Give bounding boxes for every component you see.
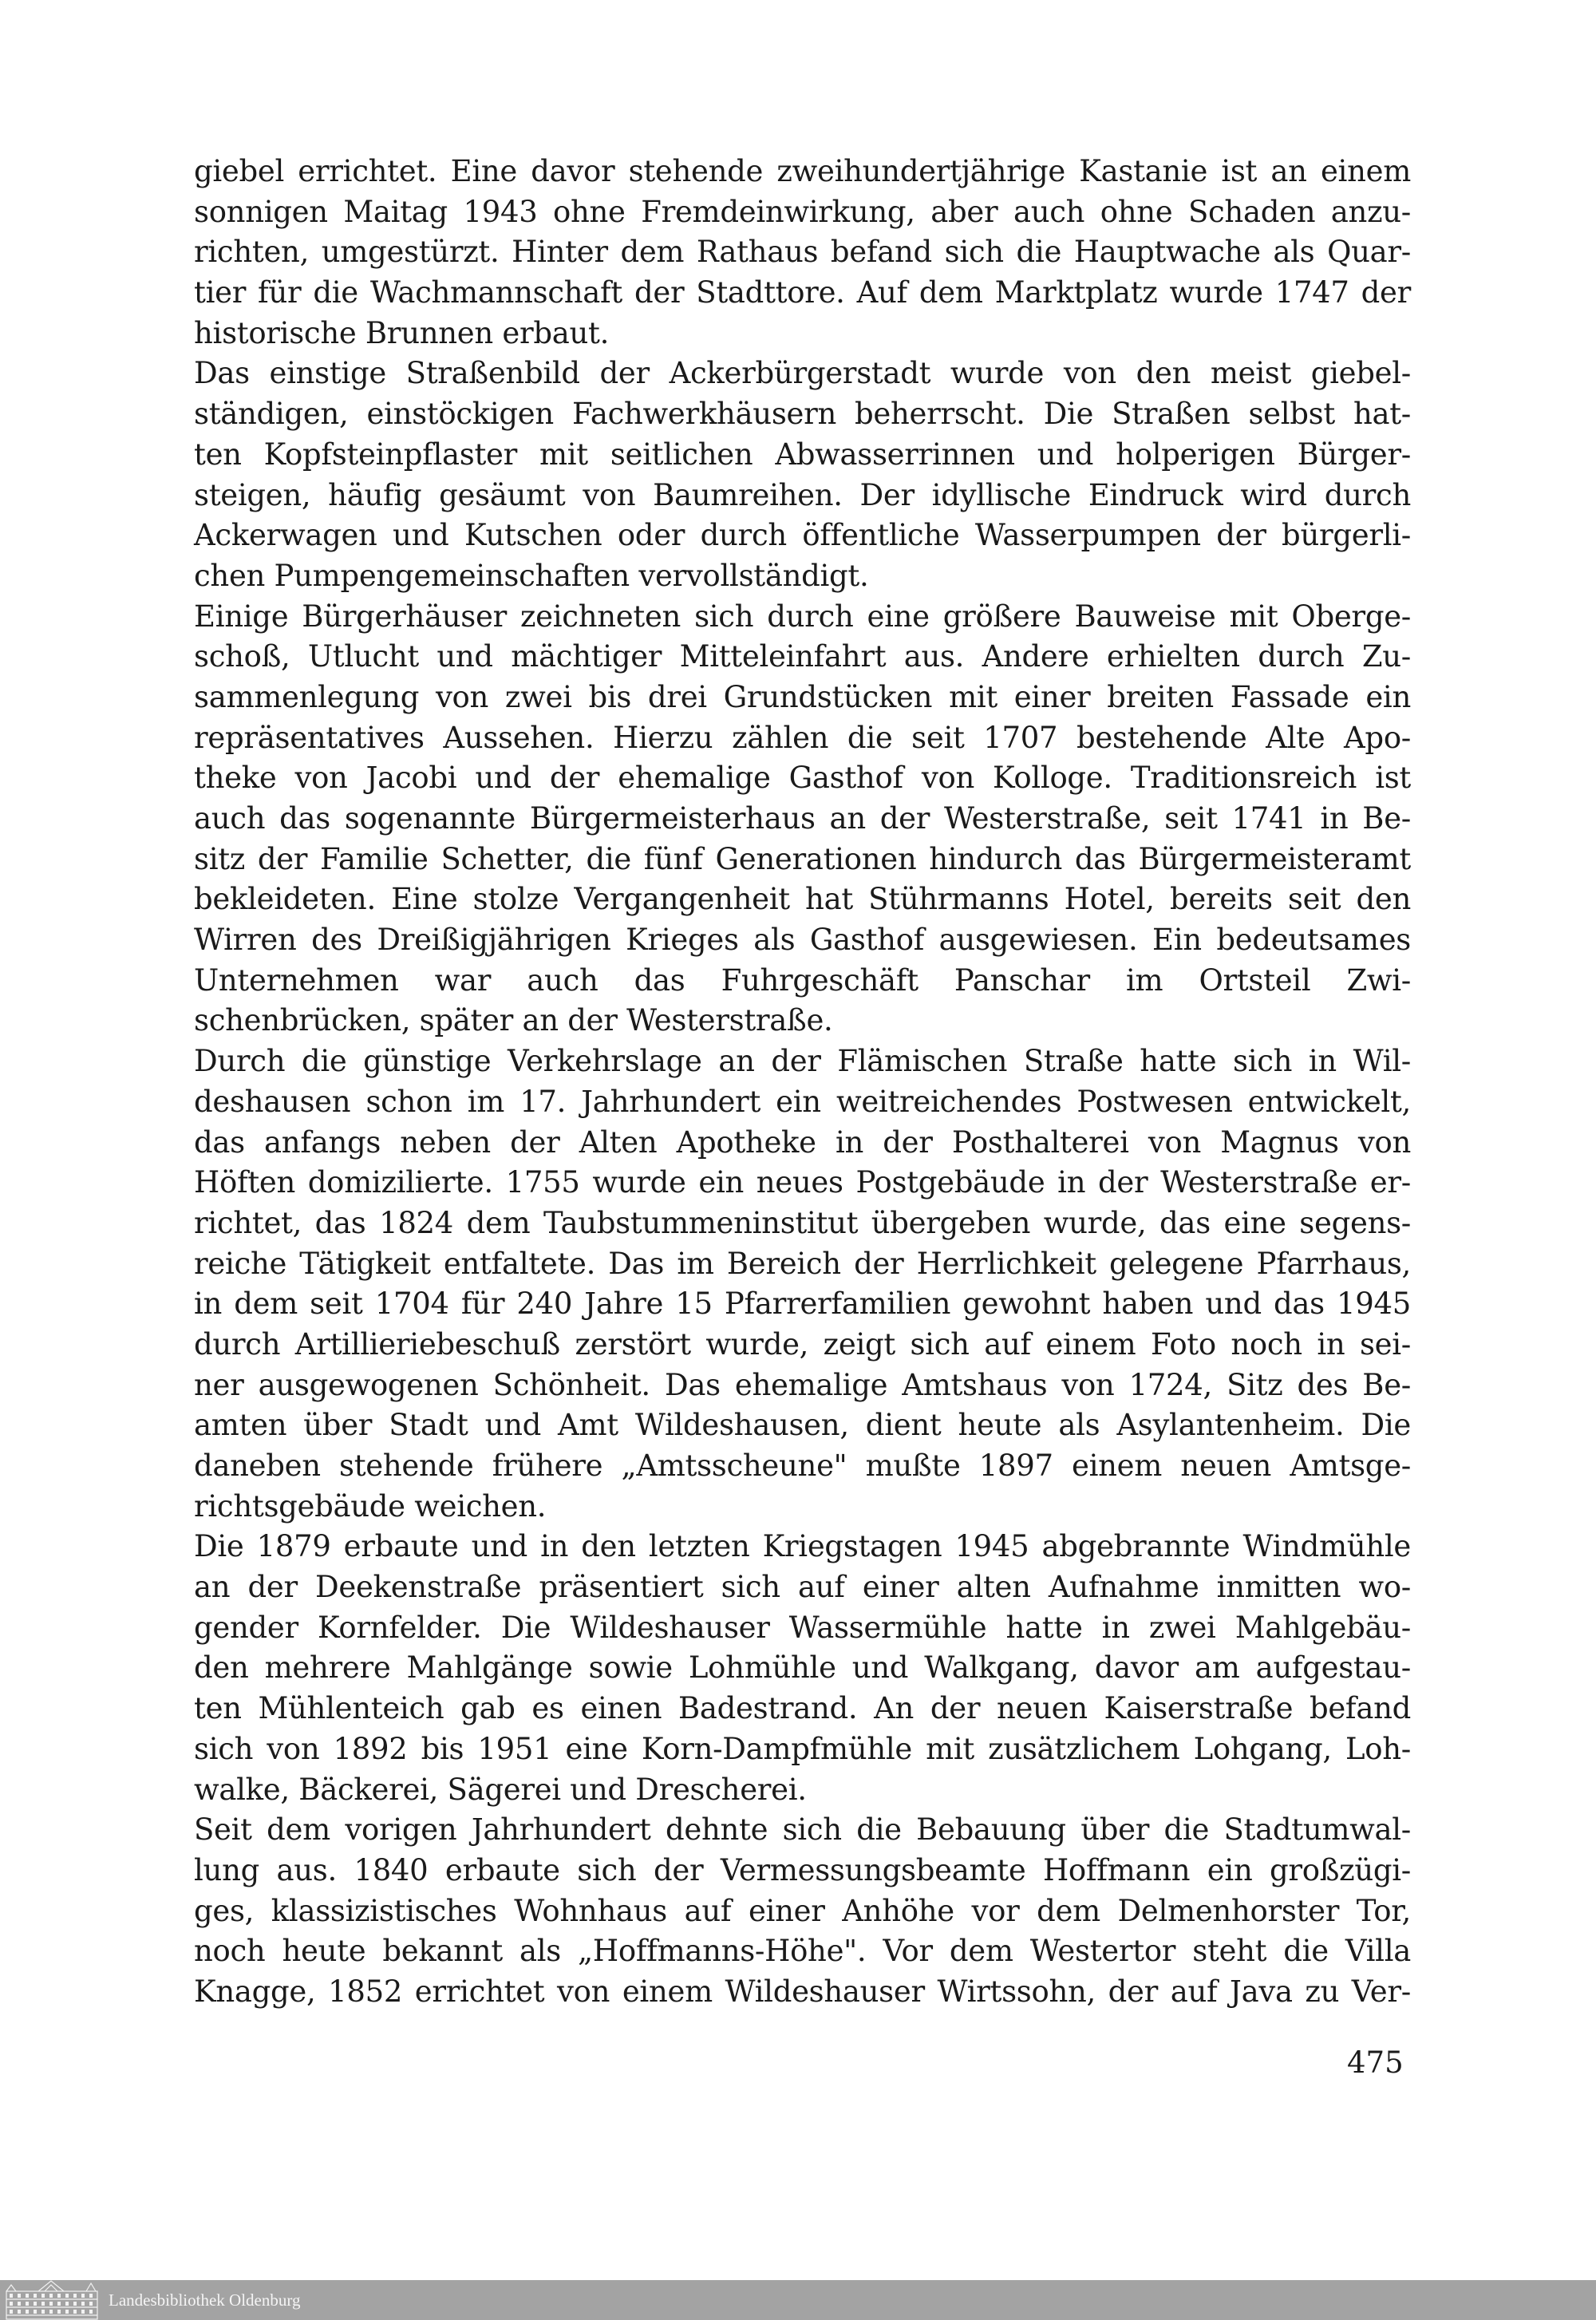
- text-line: ner ausgewogenen Schönheit. Das ehemalige Amtshaus von 1724, Sitz des Be-: [194, 1367, 1411, 1402]
- text-line: repräsentatives Aussehen. Hierzu zählen die seit 1707 bestehende Alte Apo-: [194, 720, 1411, 755]
- text-line: daneben stehende frühere „Amtsscheune" mußte 1897 einem neuen Amtsge-: [194, 1449, 1411, 1483]
- text-line: Wirren des Dreißigjährigen Krieges als Gasthof ausgewiesen. Ein bedeutsames: [194, 923, 1411, 958]
- text-line: Das einstige Straßenbild der Ackerbürgerstadt wurde von den meist giebel-: [194, 356, 1411, 391]
- text-line: ständigen, einstöckigen Fachwerkhäusern beherrscht. Die Straßen selbst hat-: [194, 397, 1411, 432]
- text-line: amten über Stadt und Amt Wildeshausen, dient heute als Asylantenheim. Die: [194, 1408, 1411, 1443]
- text-line: schenbrücken, später an der Westerstraße.: [194, 1003, 833, 1038]
- text-line: historische Brunnen erbaut.: [194, 315, 610, 350]
- text-line: sitz der Familie Schetter, die fünf Generationen hindurch das Bürgermeisteramt: [194, 841, 1411, 876]
- text-line: tier für die Wachmannschaft der Stadttore. Auf dem Marktplatz wurde 1747 der: [194, 275, 1411, 310]
- text-line: auch das sogenannte Bürgermeisterhaus an der Westerstraße, seit 1741 in Be-: [194, 801, 1411, 836]
- text-line: durch Artillieriebeschuß zerstört wurde, zeigt sich auf einem Foto noch in sei-: [194, 1326, 1411, 1362]
- text-line: bekleideten. Eine stolze Vergangenheit hat Stührmanns Hotel, bereits seit den: [194, 882, 1411, 917]
- text-line: giebel errichtet. Eine davor stehende zweihundertjährige Kastanie ist an einem: [194, 154, 1411, 188]
- text-line: richtsgebäude weichen.: [194, 1488, 547, 1524]
- text-line: an der Deekenstraße präsentiert sich auf einer alten Aufnahme inmitten wo-: [194, 1570, 1411, 1605]
- text-line: steigen, häufig gesäumt von Baumreihen. Der idyllische Eindruck wird durch: [194, 477, 1411, 512]
- text-line: chen Pumpengemeinschaften vervollständigt.: [194, 558, 869, 593]
- library-name: Landesbibliothek Oldenburg: [109, 2290, 301, 2310]
- text-line: walke, Bäckerei, Sägerei und Drescherei.: [194, 1772, 807, 1807]
- text-line: Ackerwagen und Kutschen oder durch öffentliche Wasserpumpen der bürgerli-: [194, 518, 1411, 553]
- text-line: Einige Bürgerhäuser zeichneten sich durch eine größere Bauweise mit Oberge-: [194, 599, 1411, 634]
- text-line: lung aus. 1840 erbaute sich der Vermessungsbeamte Hoffmann ein großzügi-: [194, 1852, 1411, 1887]
- text-line: ges, klassizistisches Wohnhaus auf einer Anhöhe vor dem Delmenhorster Tor,: [194, 1893, 1411, 1928]
- text-line: gender Kornfelder. Die Wildeshauser Wassermühle hatte in zwei Mahlgebäu-: [194, 1610, 1411, 1645]
- text-line: Seit dem vorigen Jahrhundert dehnte sich die Bebauung über die Stadtumwal-: [194, 1812, 1411, 1848]
- text-line: noch heute bekannt als „Hoffmanns-Höhe". Vor dem Westertor steht die Villa: [194, 1934, 1411, 1969]
- text-line: Höften domizilierte. 1755 wurde ein neues Postgebäude in der Westerstraße er-: [194, 1165, 1411, 1200]
- text-line: theke von Jacobi und der ehemalige Gasthof von Kolloge. Traditionsreich ist: [194, 761, 1411, 796]
- page-number: 475: [1347, 2045, 1404, 2080]
- text-line: schoß, Utlucht und mächtiger Mitteleinfahrt aus. Andere erhielten durch Zu-: [194, 639, 1411, 674]
- text-line: das anfangs neben der Alten Apotheke in der Posthalterei von Magnus von: [194, 1124, 1411, 1160]
- text-line: Die 1879 erbaute und in den letzten Kriegstagen 1945 abgebrannte Windmühle: [194, 1529, 1411, 1564]
- text-line: Unternehmen war auch das Fuhrgeschäft Panschar im Ortsteil Zwi-: [194, 962, 1411, 998]
- text-line: reiche Tätigkeit entfaltete. Das im Bereich der Herrlichkeit gelegene Pfarrhaus,: [194, 1246, 1411, 1281]
- text-line: sammenlegung von zwei bis drei Grundstücken mit einer breiten Fassade ein: [194, 679, 1411, 714]
- text-line: ten Kopfsteinpflaster mit seitlichen Abwasserrinnen und holperigen Bürger-: [194, 437, 1411, 472]
- footer-bar: [0, 2280, 1596, 2320]
- text-line: sonnigen Maitag 1943 ohne Fremdeinwirkung, aber auch ohne Schaden anzu-: [194, 194, 1411, 229]
- text-line: Knagge, 1852 errichtet von einem Wildeshauser Wirtssohn, der auf Java zu Ver-: [194, 1974, 1411, 2009]
- text-line: in dem seit 1704 für 240 Jahre 15 Pfarrerfamilien gewohnt haben und das 1945: [194, 1286, 1411, 1322]
- body-text: [194, 152, 1411, 2013]
- text-line: deshausen schon im 17. Jahrhundert ein weitreichendes Postwesen entwickelt,: [194, 1084, 1411, 1119]
- text-line: richtet, das 1824 dem Taubstummeninstitut übergeben wurde, das eine segens-: [194, 1205, 1411, 1240]
- text-line: Durch die günstige Verkehrslage an der Flämischen Straße hatte sich in Wil-: [194, 1044, 1411, 1079]
- library-building-icon: [3, 2280, 101, 2320]
- text-line: ten Mühlenteich gab es einen Badestrand. An der neuen Kaiserstraße befand: [194, 1691, 1411, 1726]
- text-line: sich von 1892 bis 1951 eine Korn-Dampfmühle mit zusätzlichem Lohgang, Loh-: [194, 1731, 1411, 1766]
- text-line: den mehrere Mahlgänge sowie Lohmühle und Walkgang, davor am aufgestau-: [194, 1650, 1411, 1686]
- text-line: richten, umgestürzt. Hinter dem Rathaus befand sich die Hauptwache als Quar-: [194, 235, 1411, 270]
